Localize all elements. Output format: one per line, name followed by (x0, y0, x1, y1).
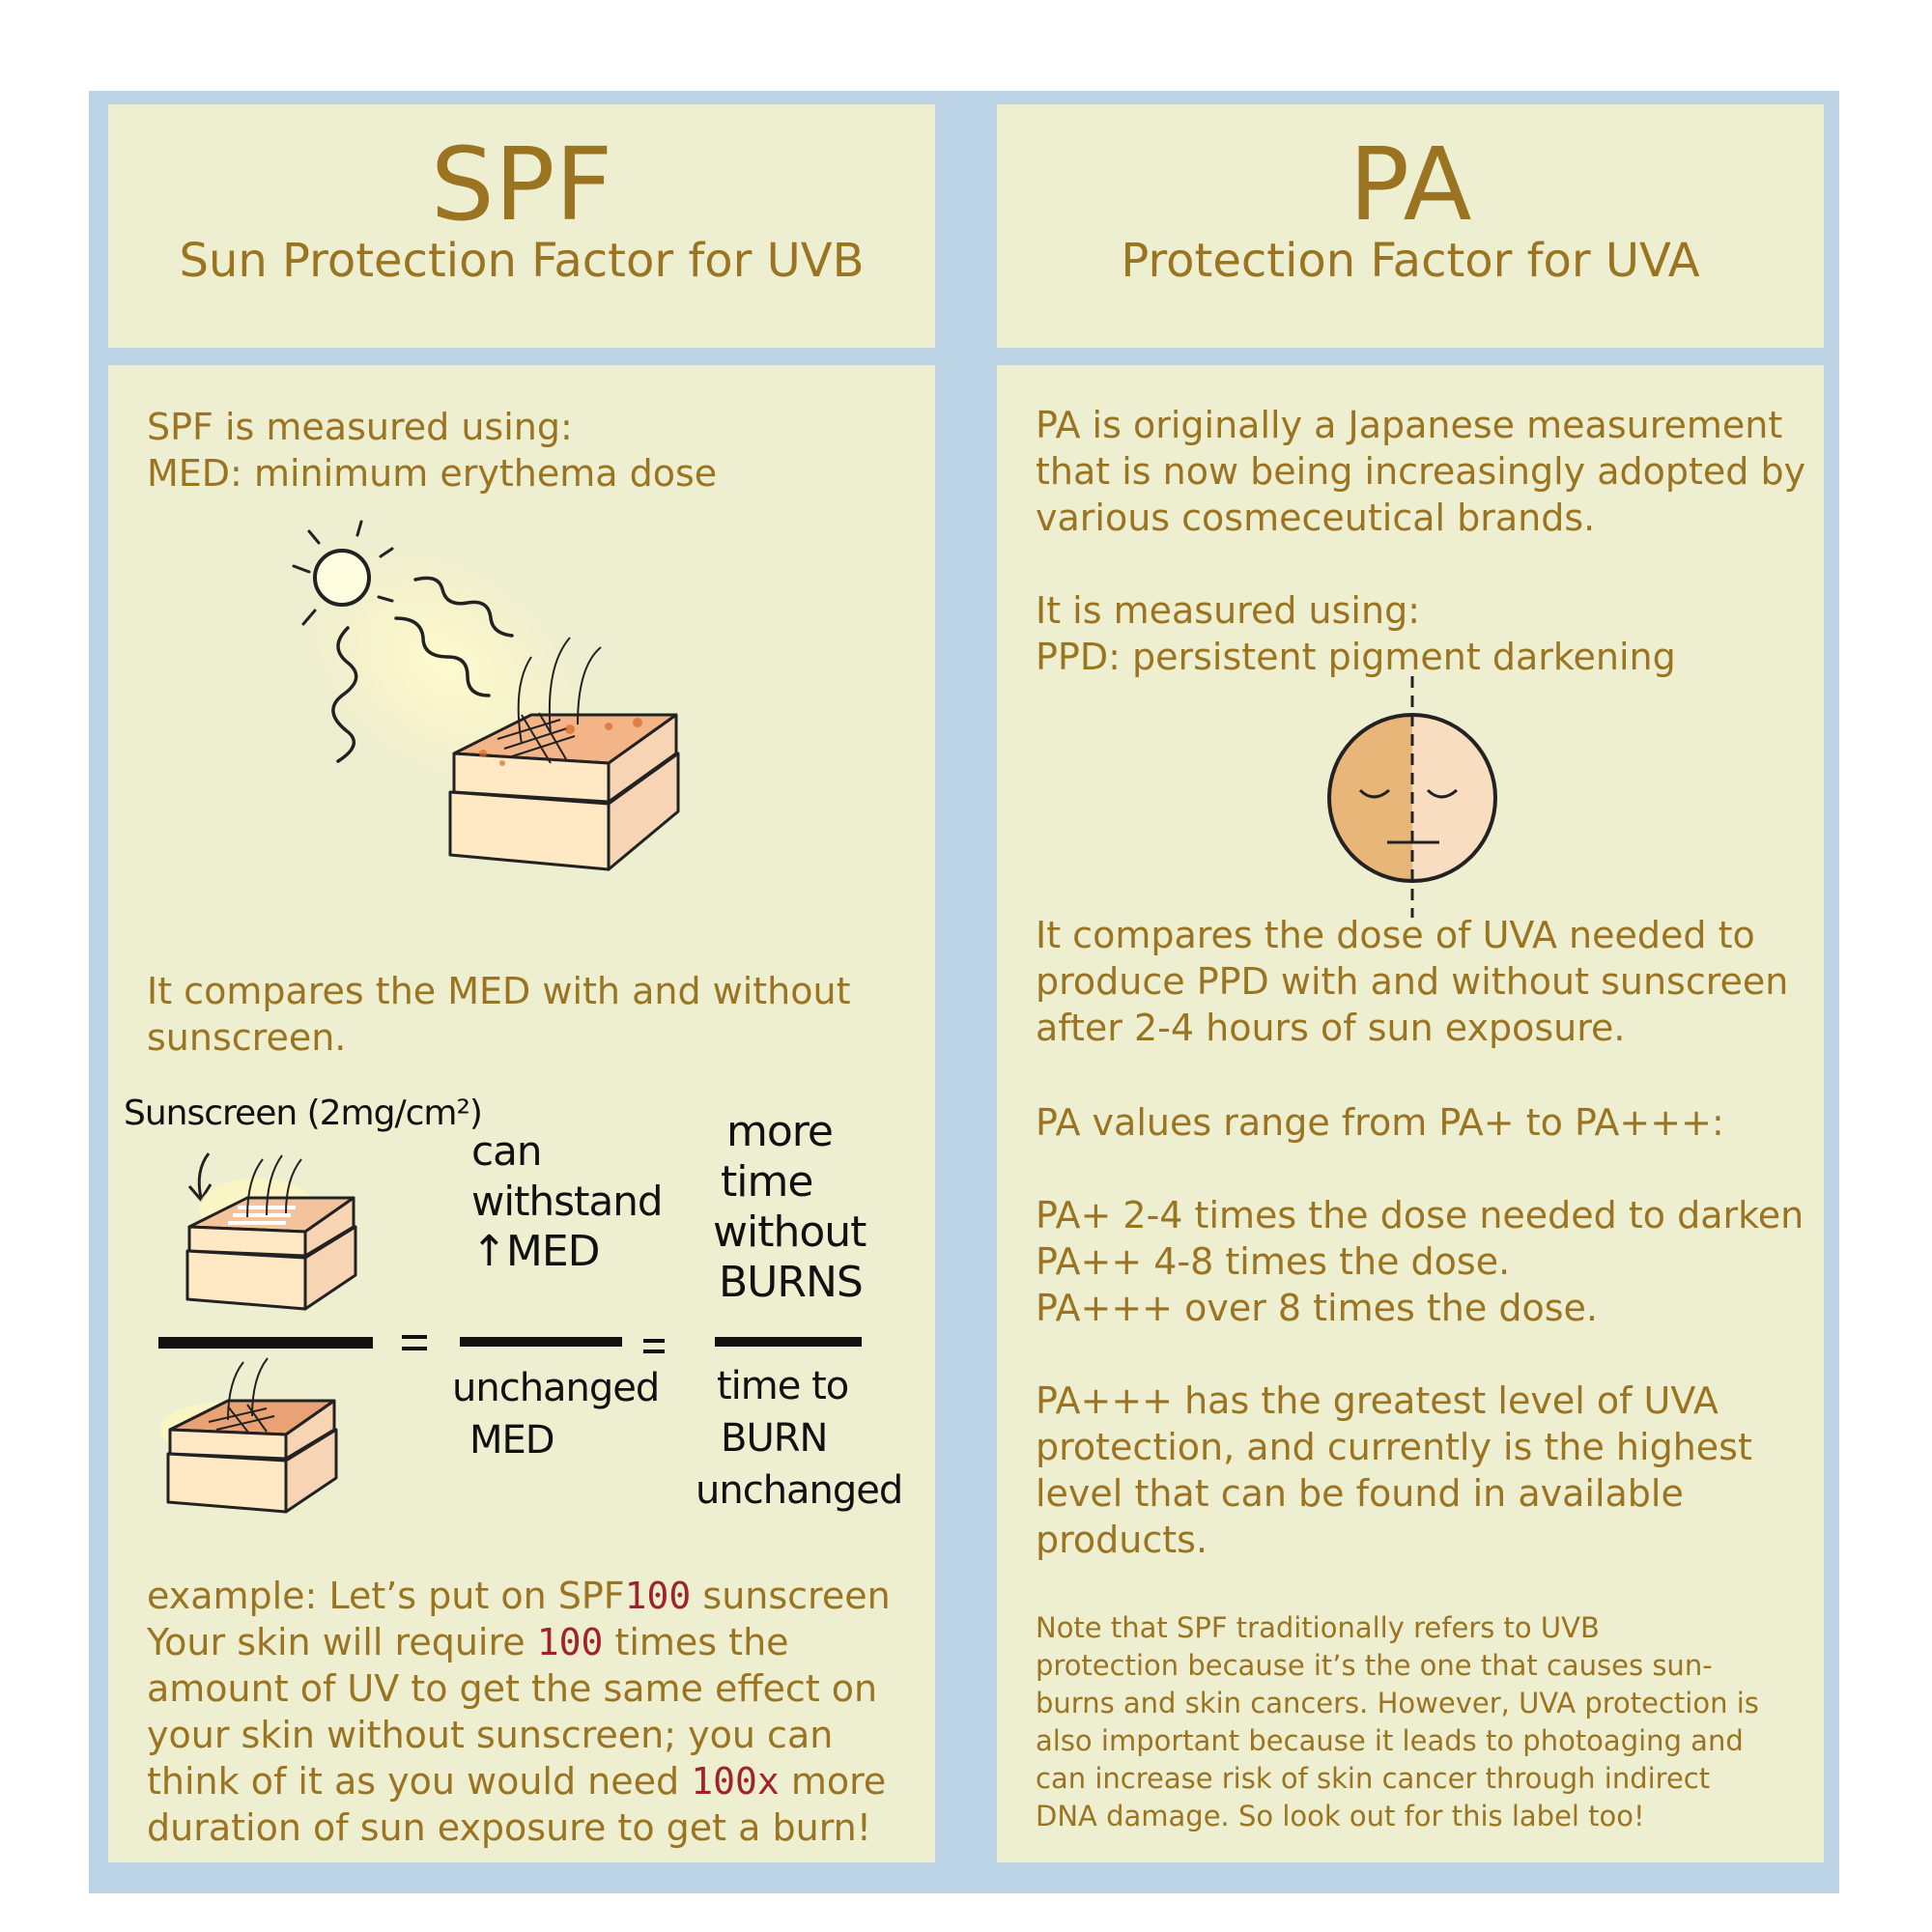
spf-title: SPF (430, 126, 613, 243)
denominator-2 (696, 1360, 902, 1517)
pa-measured-line-2: PPD: persistent pigment darkening (1036, 636, 1676, 678)
note-line-3: burns and skin cancers. However, UVA protection is (1036, 1687, 1759, 1719)
pa-measured-line-1: It is measured using: (1036, 589, 1420, 632)
numerator-2 (713, 1107, 866, 1308)
pa-greatest-line-3: level that can be found in available (1036, 1472, 1684, 1515)
spf-subtitle: Sun Protection Factor for UVB (179, 234, 865, 288)
fraction-bar-2 (460, 1337, 622, 1347)
pa-compares-text (1036, 912, 1788, 1051)
spf-compares-line-1: It compares the MED with and without (147, 970, 851, 1012)
duration-value-100x: 100x (691, 1760, 780, 1803)
example-line-4: your skin without sunscreen; you can (147, 1714, 834, 1756)
skin-with-sunscreen-illustration (180, 1150, 373, 1314)
pa-range-text (1036, 1099, 1724, 1146)
pa-measured-text (1036, 587, 1676, 680)
pa-greatest-text (1036, 1378, 1752, 1563)
pa-compares-line-3: after 2-4 hours of sun exposure. (1036, 1007, 1626, 1049)
skin-without-sunscreen-illustration (160, 1352, 354, 1517)
pa-note-text (1036, 1609, 1759, 1835)
fraction-equation (155, 1323, 889, 1362)
pa-intro-line-2: that is now being increasingly adopted by (1036, 450, 1806, 493)
pa-intro-line-3: various cosmeceutical brands. (1036, 497, 1596, 539)
pa-level-2: PA++ 4-8 times the dose. (1036, 1240, 1511, 1283)
fraction-bar-3 (715, 1337, 862, 1347)
spf-measured-line-1: SPF is measured using: (147, 406, 573, 448)
pa-range-line: PA values range from PA+ to PA+++: (1036, 1101, 1724, 1144)
equals-sign-2 (643, 1339, 665, 1353)
pa-greatest-line-2: protection, and currently is the highest (1036, 1426, 1752, 1468)
denominator-1 (452, 1362, 659, 1466)
spf-compares-line-2: sunscreen. (147, 1016, 347, 1059)
denominator-2-line-3: unchanged (696, 1468, 903, 1513)
numerator-1-line-1: can (471, 1127, 542, 1175)
note-line-4: also important because it leads to photoaging and (1036, 1724, 1744, 1757)
denominator-2-line-1: time to (717, 1364, 849, 1408)
numerator-1 (471, 1126, 662, 1277)
pa-intro-text (1036, 402, 1805, 541)
note-line-1: Note that SPF traditionally refers to UVB (1036, 1611, 1600, 1644)
note-line-5: can increase risk of skin cancer through indirect (1036, 1762, 1711, 1795)
sun-icon (315, 551, 369, 605)
example-line-2: Your skin will require 100 times the (147, 1621, 789, 1663)
pa-greatest-line-1: PA+++ has the greatest level of UVA (1036, 1379, 1719, 1422)
pa-level-1: PA+ 2-4 times the dose needed to darken (1036, 1194, 1804, 1236)
spf-header-panel (108, 104, 935, 348)
pa-levels-list (1036, 1192, 1804, 1331)
spf-compares-text (147, 968, 851, 1061)
example-line-5: think of it as you would need 100x more (147, 1760, 887, 1803)
denominator-2-line-2: BURN (721, 1416, 828, 1461)
pa-intro-line-1: PA is originally a Japanese measurement (1036, 404, 1783, 446)
pa-greatest-line-4: products. (1036, 1519, 1208, 1561)
numerator-2-line-1: more (726, 1107, 833, 1156)
denominator-1-line-2: MED (469, 1418, 554, 1463)
numerator-2-line-2: time (721, 1157, 813, 1207)
spf-example-text (147, 1573, 891, 1851)
example-line-6: duration of sun exposure to get a burn! (147, 1806, 871, 1849)
note-line-2: protection because it’s the one that causes sun- (1036, 1649, 1713, 1682)
times-value-100: 100 (536, 1621, 604, 1663)
numerator-1-line-2: withstand (471, 1178, 663, 1225)
numerator-1-line-3: ↑MED (471, 1227, 600, 1276)
pa-title: PA (1349, 126, 1472, 243)
denominator-1-line-1: unchanged (452, 1366, 660, 1410)
pa-compares-line-1: It compares the dose of UVA needed to (1036, 914, 1755, 956)
pa-compares-line-2: produce PPD with and without sunscreen (1036, 960, 1789, 1003)
half-tanned-face-illustration (1323, 676, 1507, 918)
example-line-1: example: Let’s put on SPF100 sunscreen (147, 1575, 891, 1617)
numerator-2-line-3: without (713, 1208, 867, 1257)
numerator-2-line-4: BURNS (719, 1258, 863, 1307)
pa-level-3: PA+++ over 8 times the dose. (1036, 1287, 1598, 1329)
sunscreen-label: Sunscreen (2mg/cm²) (124, 1094, 482, 1133)
pa-subtitle: Protection Factor for UVA (1121, 234, 1700, 288)
fraction-bar-1 (158, 1337, 373, 1349)
sun-skin-illustration (280, 522, 686, 889)
note-line-6: DNA damage. So look out for this label too! (1036, 1800, 1645, 1833)
equals-sign-1 (402, 1335, 427, 1350)
spf-measured-text (147, 404, 717, 497)
pa-header-panel (997, 104, 1824, 348)
spf-value-100: 100 (624, 1575, 692, 1617)
example-line-3: amount of UV to get the same effect on (147, 1667, 878, 1710)
spf-measured-line-2: MED: minimum erythema dose (147, 452, 718, 495)
